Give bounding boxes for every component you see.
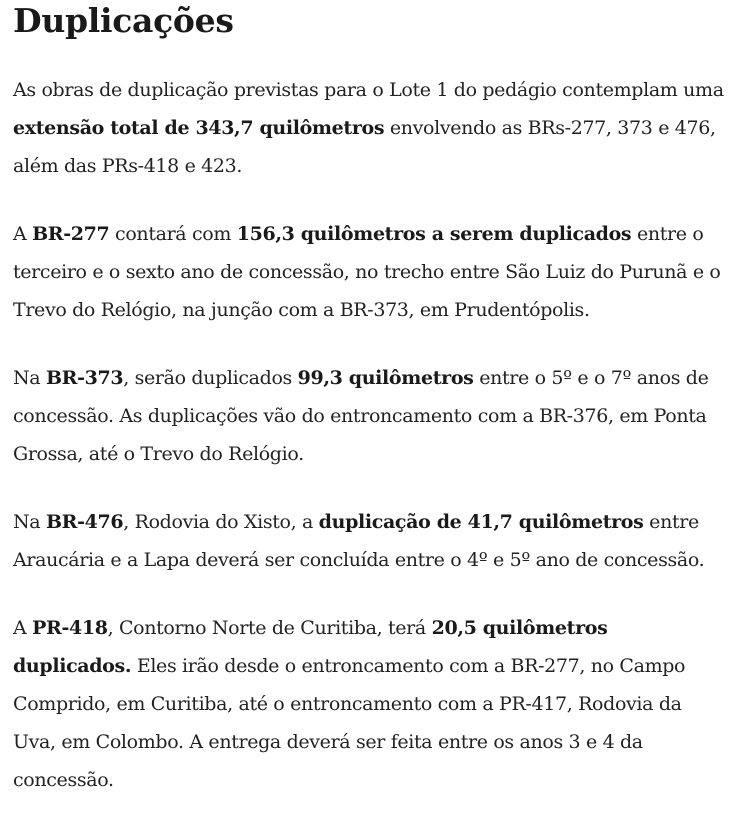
p2-text-3: entre o terceiro e o sexto ano de concessão, no trecho entre São Luiz do Purunã e o Trevo do Relógio, na junção com a BR-373, em Prudentópolis. — [13, 223, 721, 321]
p1-bold-1: extensão total de 343,7 quilômetros — [13, 117, 385, 139]
p3-text-3: entre o 5º e o 7º anos de concessão. As duplicações vão do entroncamento com a BR-376, em Ponta Grossa, até o Trevo do Relógio. — [13, 367, 709, 465]
p3-bold-1: BR-373 — [45, 367, 124, 389]
paragraph-pr-418 — [13, 609, 725, 799]
p2-bold-2: 156,3 quilômetros a serem duplicados — [236, 223, 632, 245]
p4-text-1: Na — [13, 511, 46, 533]
p5-bold-1: PR-418 — [32, 617, 108, 639]
p3-bold-2: 99,3 quilômetros — [297, 367, 474, 389]
p3-text-1: Na — [13, 367, 46, 389]
paragraph-br-277 — [13, 215, 725, 329]
p2-text-2: contará com — [109, 223, 237, 245]
p5-text-2: , Contorno Norte de Curitiba, terá — [107, 617, 432, 639]
p1-text-1: As obras de duplicação previstas para o Lote 1 do pedágio contemplam uma — [13, 79, 724, 101]
p4-bold-1: BR-476 — [45, 511, 124, 533]
p5-text-1: A — [13, 617, 33, 639]
section-heading: Duplicações — [13, 1, 234, 40]
p5-text-3: Eles irão desde o entroncamento com a BR-277, no Campo Comprido, em Curitiba, até o entroncamento com a PR-417, Rodovia da Uva, em Colombo. A entrega deverá ser feita entre os anos 3 e 4 da concessão. — [13, 655, 686, 791]
p5-bold-2: 20,5 quilômetros duplicados. — [13, 617, 608, 677]
p1-text-2: envolvendo as BRs-277, 373 e 476, além das PRs-418 e 423. — [13, 117, 716, 177]
p4-bold-2: duplicação de 41,7 quilômetros — [318, 511, 644, 533]
p4-text-2: , Rodovia do Xisto, a — [123, 511, 319, 533]
p3-text-2: , serão duplicados — [123, 367, 298, 389]
paragraph-br-373 — [13, 359, 725, 473]
p2-text-1: A — [13, 223, 33, 245]
paragraph-lote-1 — [13, 71, 725, 185]
paragraph-br-476 — [13, 503, 725, 579]
article-body — [13, 0, 725, 799]
p4-text-3: entre Araucária e a Lapa deverá ser concluída entre o 4º e 5º ano de concessão. — [13, 511, 705, 571]
p2-bold-1: BR-277 — [32, 223, 110, 245]
